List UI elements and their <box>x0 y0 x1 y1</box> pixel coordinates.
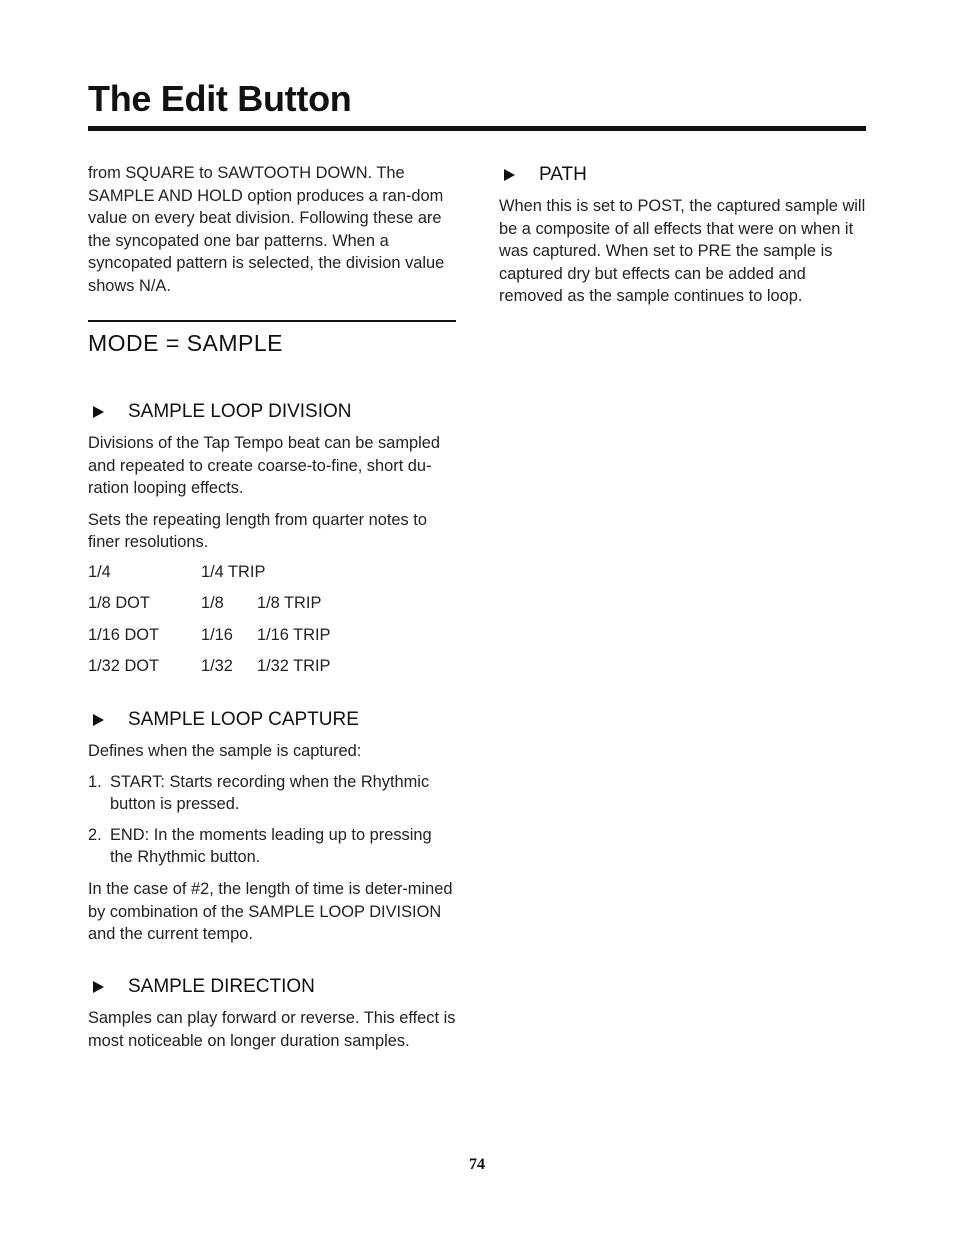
list-text: START: Starts recording when the Rhythmic button is pressed. <box>110 772 430 814</box>
division-cell: 1/8 DOT <box>88 594 150 613</box>
triangle-bullet-icon <box>504 169 515 181</box>
division-table <box>88 563 456 688</box>
division-row <box>88 657 456 688</box>
division-row <box>88 563 456 594</box>
section-heading: MODE = SAMPLE <box>88 330 284 356</box>
list-number: 2. <box>88 825 102 844</box>
division-cell: 1/16 <box>201 625 233 644</box>
loop-division-paragraph-1: Divisions of the Tap Tempo beat can be sampled and repeated to create coarse-to-fine, short du-ration looping effects. <box>88 434 441 498</box>
division-row <box>88 594 456 625</box>
list-text: END: In the moments leading up to pressing the Rhythmic button. <box>110 825 432 867</box>
division-cell: 1/8 TRIP <box>257 594 322 613</box>
right-column <box>499 162 867 308</box>
list-number: 1. <box>88 772 102 791</box>
triangle-bullet-icon <box>93 714 104 726</box>
sample-direction-block <box>88 974 456 1052</box>
title-rule <box>88 126 866 131</box>
path-paragraph: When this is set to POST, the captured sample will be a composite of all effects that were on when it was captured. When set to PRE the sample is captured dry but effects can be added and removed as the sample continues to loop. <box>499 197 866 306</box>
list-item <box>88 824 456 869</box>
division-cell: 1/4 TRIP <box>201 562 266 581</box>
division-cell: 1/4 <box>88 562 111 581</box>
intro-paragraph: from SQUARE to SAWTOOTH DOWN. The SAMPLE AND HOLD option produces a ran-dom value on every beat division. Following these are the syncopated one bar patterns. When a syncopated pattern is selected, the division value shows N/A. <box>88 164 445 295</box>
division-cell: 1/32 DOT <box>88 656 160 675</box>
division-row <box>88 626 456 657</box>
loop-division-paragraph-2: Sets the repeating length from quarter notes to finer resolutions. <box>88 510 427 552</box>
page-number: 74 <box>469 1156 485 1173</box>
sample-loop-division-heading <box>88 399 456 425</box>
triangle-bullet-icon <box>93 406 104 418</box>
list-item <box>88 771 456 816</box>
division-cell: 1/8 <box>201 594 224 613</box>
path-heading <box>499 162 867 188</box>
left-column-intro <box>88 162 456 298</box>
path-heading-label: PATH <box>539 164 587 185</box>
page-title: The Edit Button <box>88 78 352 119</box>
sample-loop-capture-label: SAMPLE LOOP CAPTURE <box>128 709 359 730</box>
loop-capture-outro: In the case of #2, the length of time is deter-mined by combination of the SAMPLE LOOP DIVISION and the current tempo. <box>88 879 453 944</box>
direction-paragraph: Samples can play forward or reverse. This effect is most noticeable on longer duration samples. <box>88 1009 456 1050</box>
sample-direction-heading <box>88 974 456 1000</box>
sample-loop-division-label: SAMPLE LOOP DIVISION <box>128 401 352 422</box>
loop-capture-intro: Defines when the sample is captured: <box>88 742 362 760</box>
division-cell: 1/32 TRIP <box>257 656 331 675</box>
division-cell: 1/16 TRIP <box>257 625 331 644</box>
section-rule <box>88 320 456 322</box>
sample-direction-label: SAMPLE DIRECTION <box>128 976 315 997</box>
division-cell: 1/32 <box>201 656 233 675</box>
sample-loop-capture-heading <box>88 707 456 733</box>
division-cell: 1/16 DOT <box>88 625 160 644</box>
sample-loop-capture-block <box>88 707 456 946</box>
triangle-bullet-icon <box>93 981 104 993</box>
sample-loop-division-block <box>88 399 456 688</box>
